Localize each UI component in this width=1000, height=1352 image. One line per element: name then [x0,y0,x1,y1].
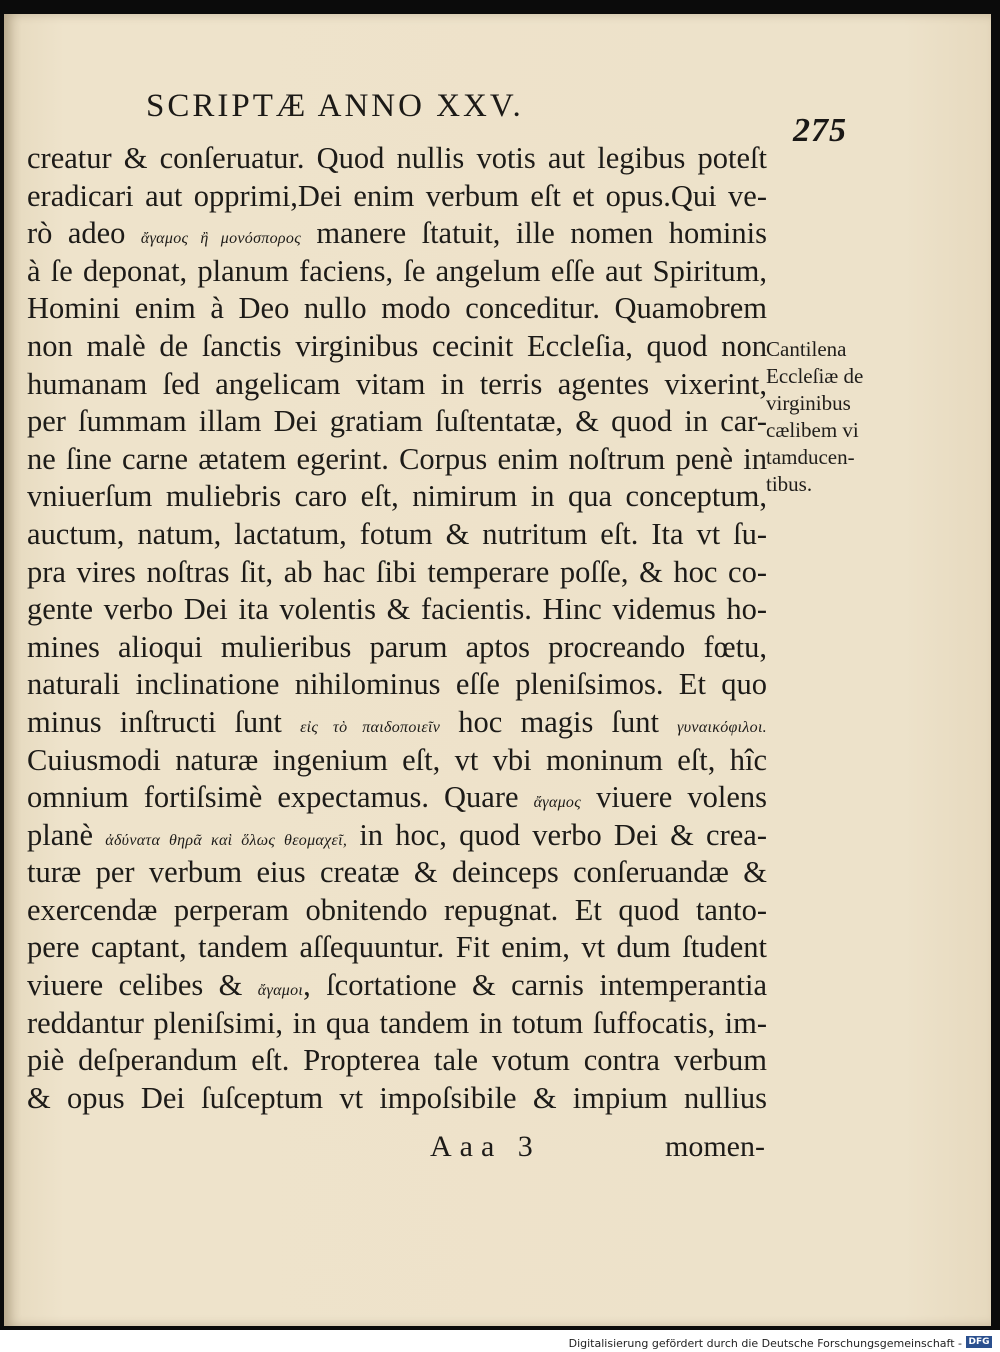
text-segment: minus inſtructi ſunt [27,704,301,739]
text-segment: vniuerſum muliebris caro eſt, nimirum in qua conceptum, [27,479,767,514]
text-segment: auctum, natum, lactatum, fotum & nutritum eſt. Ita vt ſu- [27,516,767,551]
text-line [27,554,767,592]
text-segment: in hoc, quod verbo Dei & crea- [347,817,767,852]
text-segment: mines alioqui mulieribus parum aptos procreando fœtu, [27,629,767,664]
greek-phrase: ἄγαμος [533,794,582,812]
footer-credit: Digitalisierung gefördert durch die Deutsche Forschungsgemeinschaft - [568,1337,962,1350]
text-segment: manere ſtatuit, ille nomen hominis [300,216,767,251]
text-line [27,629,767,667]
text-segment: & opus Dei ſuſceptum vt impoſsibile & impium nullius [27,1080,767,1115]
text-line [27,892,767,930]
text-segment: humanam ſed angelicam vitam in terris agentes vixerint, [27,366,767,401]
text-segment: à ſe deponat, planum faciens, ſe angelum eſſe aut Spiritum, [27,253,767,288]
text-line [27,854,767,892]
page-number: 275 [793,112,847,149]
marginal-note [766,336,896,498]
text-line [27,441,767,479]
text-segment: ne ſine carne ætatem egerint. Corpus enim noſtrum penè in [27,441,767,476]
text-line [27,178,767,216]
greek-phrase: εἰς τὸ παιδοποιεῖν [300,718,441,736]
text-line [27,1042,767,1080]
text-segment: rò adeo [27,216,141,251]
marginal-note-line: tamducen- [766,445,855,469]
text-line [27,591,767,629]
text-segment: pere captant, tandem aſſequuntur. Fit enim, vt dum ſtudent [27,930,767,965]
marginal-note-line: Cantilena [766,337,847,361]
text-line [27,1080,767,1118]
text-segment: Homini enim à Deo nullo modo conceditur. Quamobrem [27,291,767,326]
text-segment: Cuiusmodi naturæ ingenium eſt, vt vbi moninum eſt, hîc [27,742,767,777]
text-segment: omnium fortiſsimè expectamus. Quare [27,780,534,815]
text-segment: viuere volens [581,780,767,815]
text-line [27,478,767,516]
signature-mark: Aaa 3 [430,1130,541,1163]
text-line [27,779,767,817]
text-line [27,516,767,554]
text-segment: creatur & conſeruatur. Quod nullis votis aut legibus poteſt [27,141,767,175]
text-segment: , ſcortatione & carnis intemperantia [303,968,767,1003]
greek-phrase: γυναικόφιλοι. [677,718,767,736]
text-line [27,290,767,328]
text-line [27,704,767,742]
text-line [27,742,767,780]
text-segment: gente verbo Dei ita volentis & facientis. Hinc videmus ho- [27,592,767,627]
text-segment: eradicari aut opprimi,Dei enim verbum eſt et opus.Qui ve- [27,178,767,213]
greek-phrase: ἄγαμος ἢ μονόσπορος [140,230,301,248]
greek-phrase: ἄγαμοι [257,982,304,1000]
text-line [27,328,767,366]
marginal-note-line: cælibem vi [766,418,859,442]
text-line [27,929,767,967]
text-segment: reddantur pleniſsimi, in qua tandem in totum ſuffocatis, im- [27,1005,767,1040]
dfg-logo: DFG [966,1336,992,1348]
text-segment: turæ per verbum eius creatæ & deinceps conſeruandæ & [27,855,767,890]
greek-phrase: ἀδύνατα θηρᾶ καὶ ὅλως θεομαχεῖ, [105,831,348,849]
text-segment: naturali inclinatione nihilominus eſſe pleniſsimos. Et quo [27,667,767,702]
text-line [27,666,767,704]
text-segment: viuere celibes & [27,968,258,1003]
text-line [27,1005,767,1043]
running-head: SCRIPTÆ ANNO XXV. [146,88,524,124]
text-segment: exercendæ perperam obnitendo repugnat. Et quod tanto- [27,892,767,927]
text-line [27,215,767,253]
text-line [27,817,767,855]
marginal-note-line: tibus. [766,472,813,496]
catchword: momen- [665,1130,765,1163]
text-line [27,140,767,178]
text-line [27,366,767,404]
marginal-note-line: virginibus [766,391,851,415]
text-line [27,967,767,1005]
text-segment: piè deſperandum eſt. Propterea tale votum contra verbum [27,1043,767,1078]
text-segment: per ſummam illam Dei gratiam ſuſtentatæ, & quod in car- [27,404,767,439]
text-segment: non malè de ſanctis virginibus cecinit Eccleſia, quod non [27,328,767,363]
text-segment: planè [27,817,106,852]
body-text [27,140,767,1117]
text-segment: hoc magis ſunt [440,704,678,739]
text-line [27,403,767,441]
marginal-note-line: Eccleſiæ de [766,364,864,388]
text-line [27,253,767,291]
text-segment: pra vires noſtras ſit, ab hac ſibi temperare poſſe, & hoc co- [27,554,767,589]
